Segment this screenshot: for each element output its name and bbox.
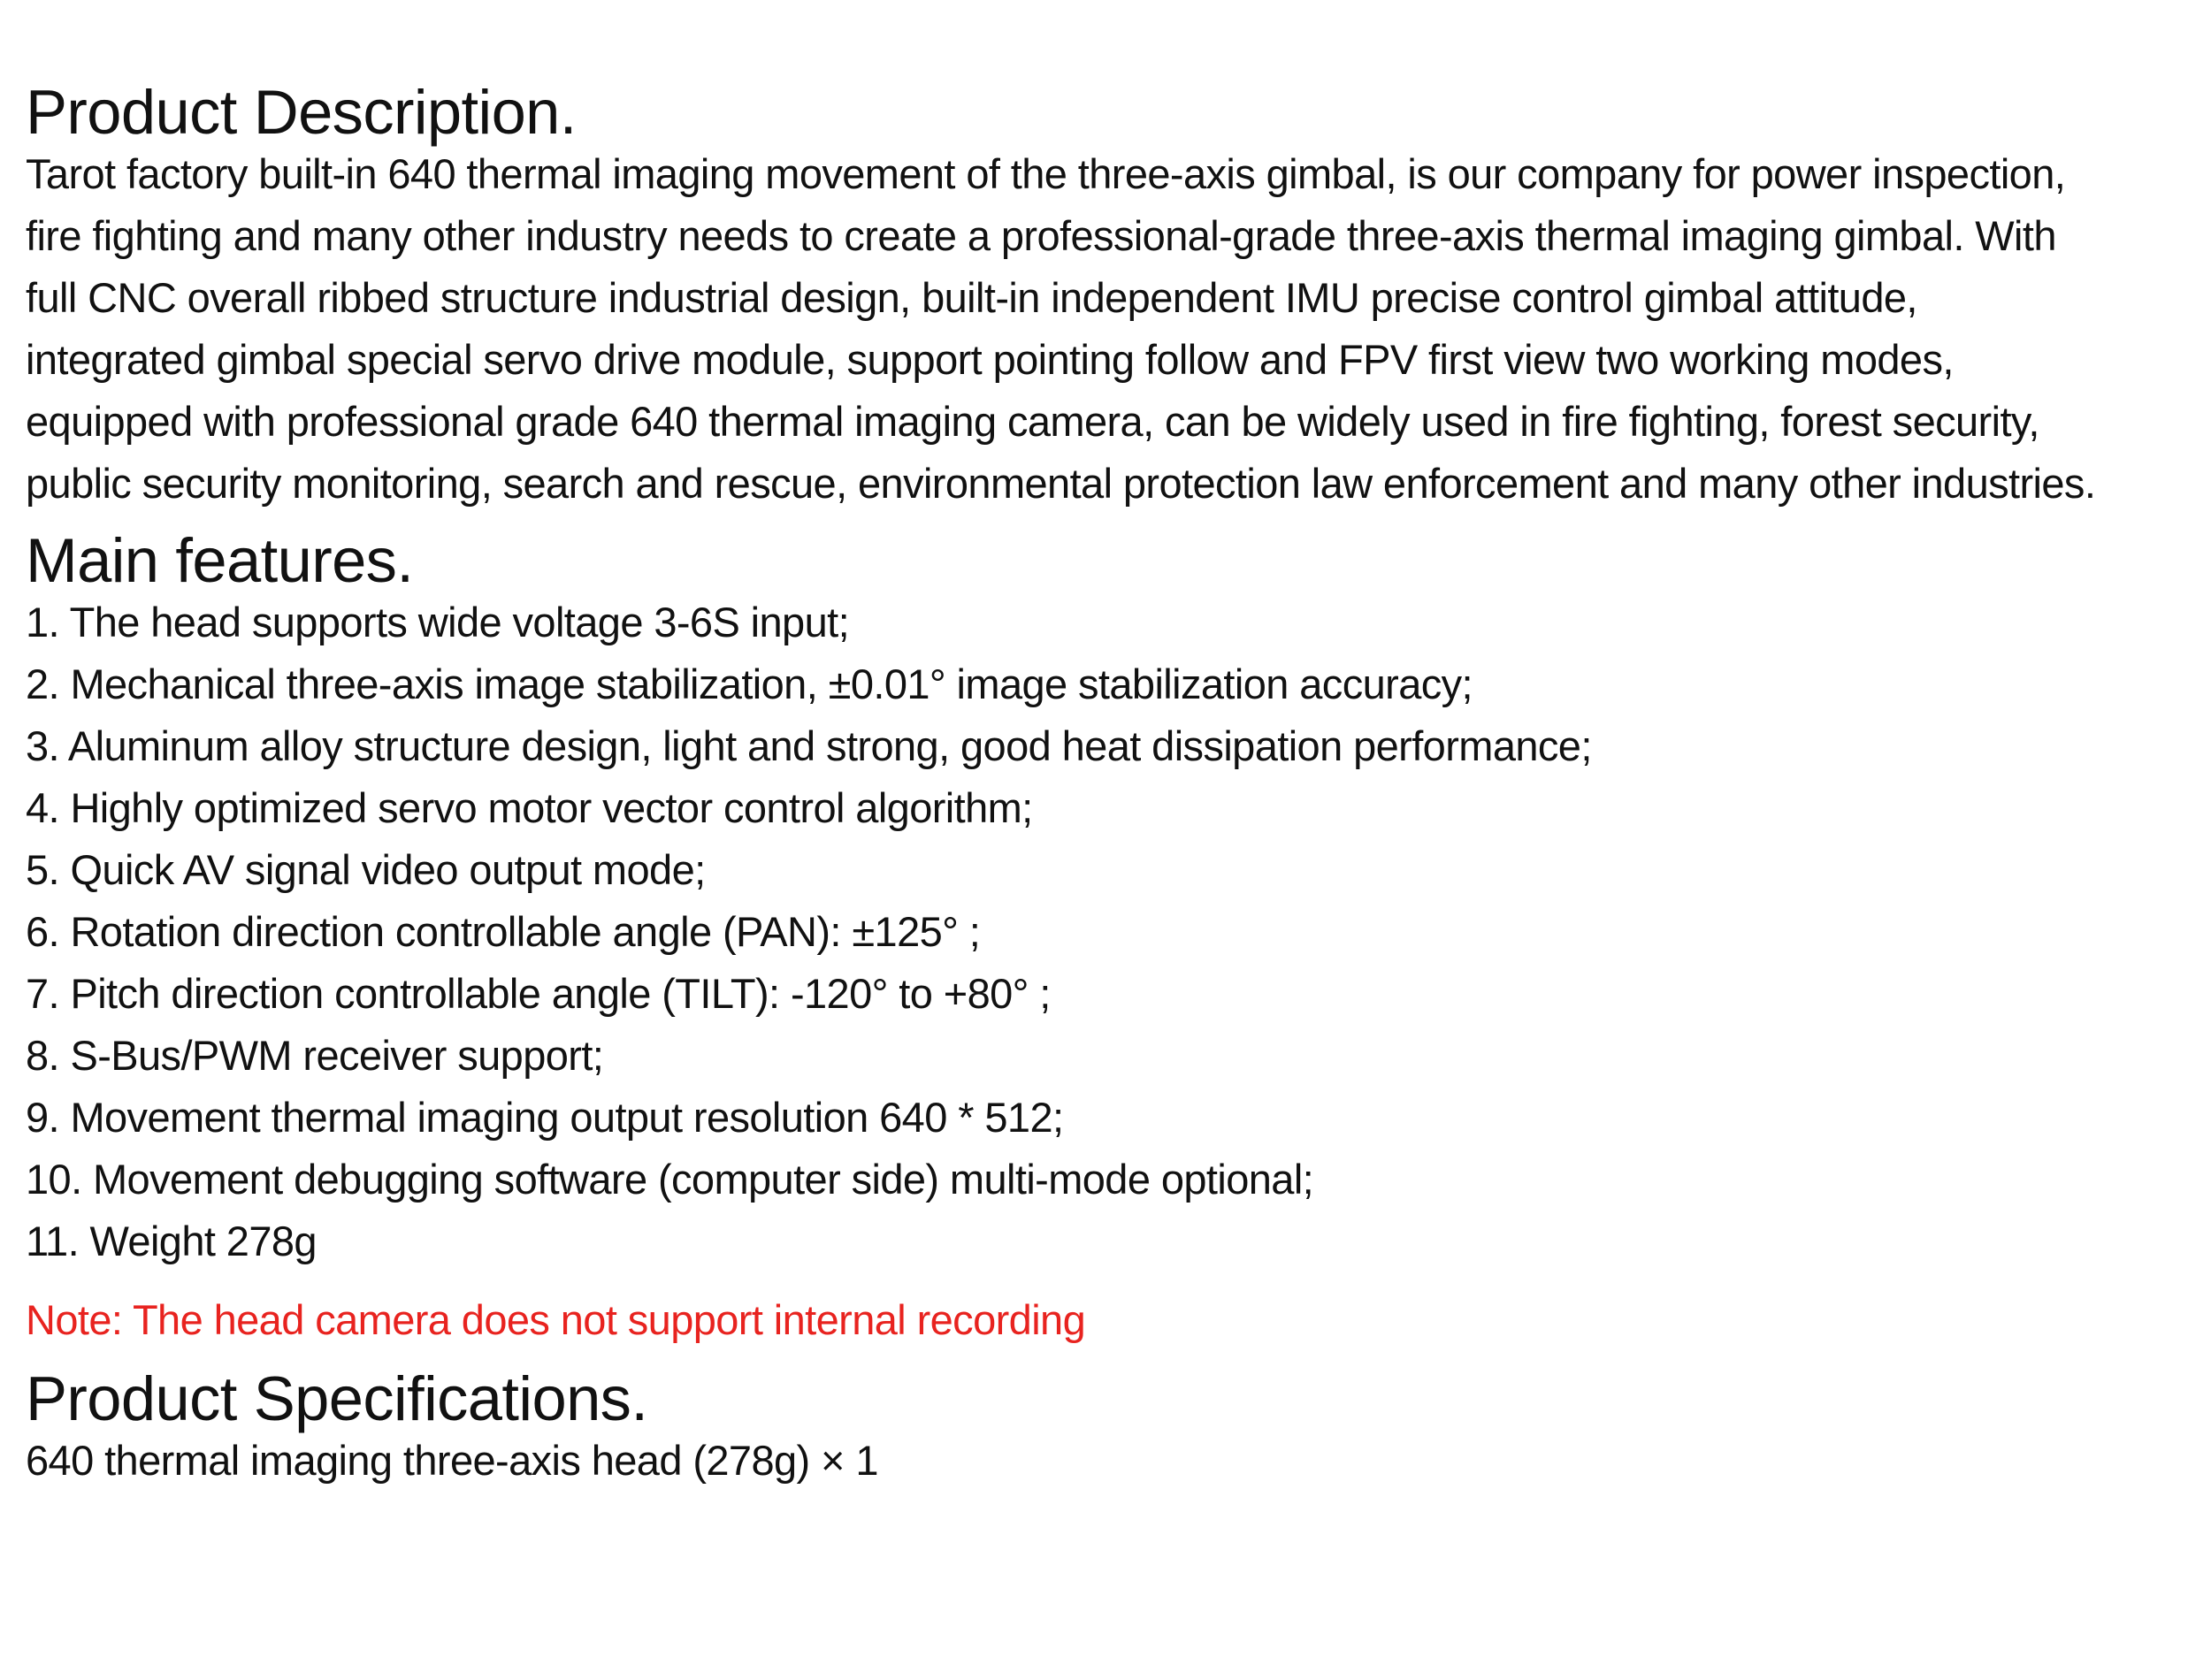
feature-item: 11. Weight 278g: [26, 1218, 317, 1264]
product-document: [26, 77, 2201, 1492]
feature-item: 10. Movement debugging software (computer side) multi-mode optional;: [26, 1156, 1314, 1203]
feature-item: 5. Quick AV signal video output mode;: [26, 846, 706, 893]
description-line: public security monitoring, search and rescue, environmental protection law enforcement and many other industries.: [26, 460, 2096, 507]
feature-item: 9. Movement thermal imaging output resolution 640 * 512;: [26, 1094, 1064, 1141]
description-line: Tarot factory built-in 640 thermal imaging movement of the three-axis gimbal, is our company for power inspection,: [26, 150, 2066, 197]
description-line: integrated gimbal special servo drive module, support pointing follow and FPV first view two working modes,: [26, 336, 1954, 383]
spacer: [26, 1272, 2201, 1289]
specification-item: 640 thermal imaging three-axis head (278g) × 1: [26, 1437, 878, 1484]
description-paragraph: [26, 143, 2201, 515]
feature-item: 6. Rotation direction controllable angle (PAN): ±125° ;: [26, 908, 981, 955]
feature-item: 2. Mechanical three-axis image stabilization, ±0.01° image stabilization accuracy;: [26, 661, 1473, 707]
description-line: equipped with professional grade 640 thermal imaging camera, can be widely used in fire fighting, forest security,: [26, 398, 2039, 445]
feature-item: 4. Highly optimized servo motor vector control algorithm;: [26, 784, 1033, 831]
note-text: Note: The head camera does not support internal recording: [26, 1296, 1086, 1343]
feature-item: 7. Pitch direction controllable angle (TILT): -120° to +80° ;: [26, 970, 1051, 1017]
feature-item: 1. The head supports wide voltage 3-6S input;: [26, 599, 850, 645]
feature-item: 3. Aluminum alloy structure design, light and strong, good heat dissipation performance;: [26, 722, 1592, 769]
description-line: fire fighting and many other industry needs to create a professional-grade three-axis thermal imaging gimbal. With: [26, 212, 2056, 259]
description-line: full CNC overall ribbed structure industrial design, built-in independent IMU precise control gimbal attitude,: [26, 274, 1917, 321]
features-heading: Main features.: [26, 525, 414, 595]
specifications-heading: Product Specifications.: [26, 1363, 648, 1433]
feature-item: 8. S-Bus/PWM receiver support;: [26, 1032, 604, 1079]
description-heading: Product Description.: [26, 77, 577, 147]
features-list: [26, 592, 2201, 1272]
